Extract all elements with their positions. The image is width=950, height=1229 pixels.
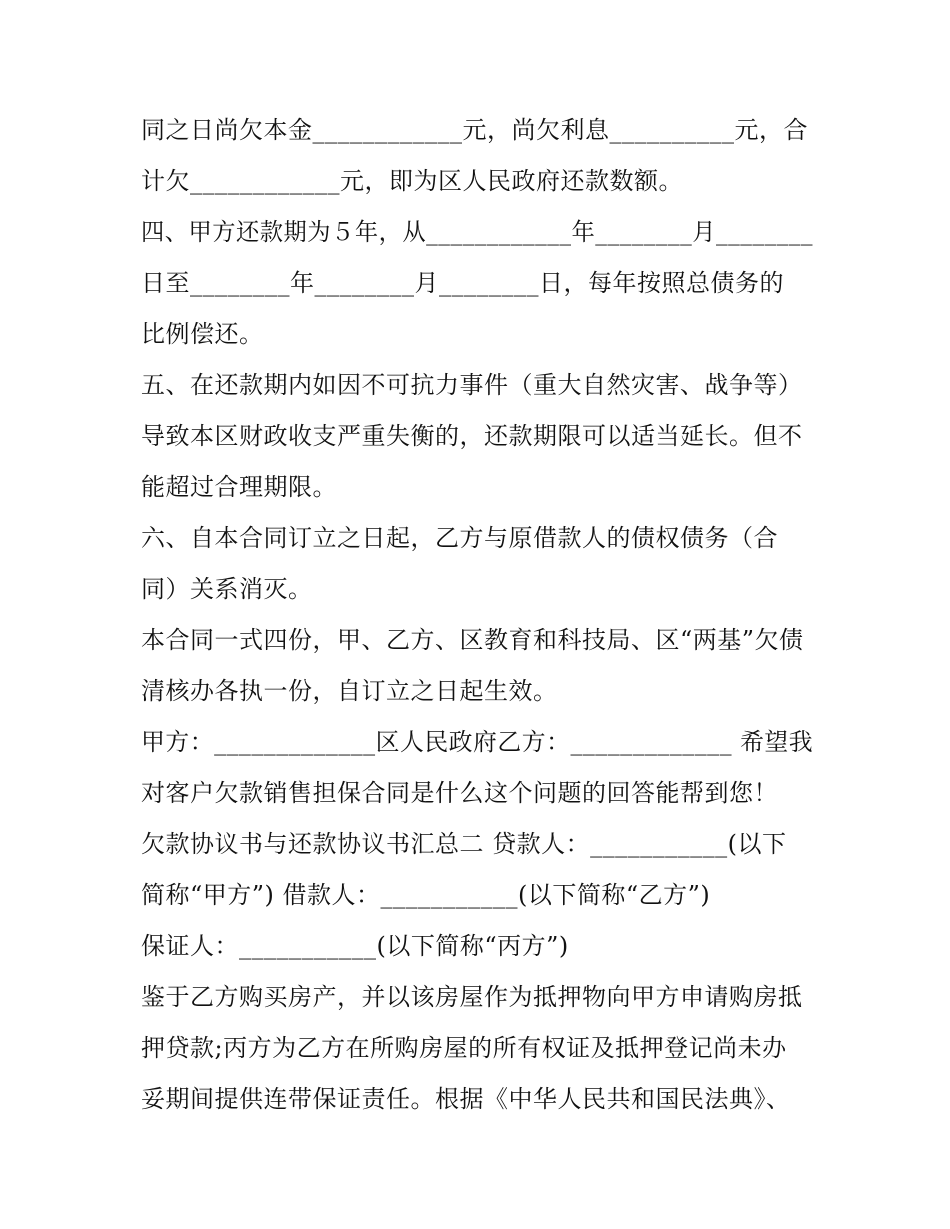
text-line: 日至________年________月________日，每年按照总债务的 [141,269,784,297]
text-line: 押贷款;丙方为乙方在所购房屋的所有权证及抵押登记尚未办 [141,1034,787,1062]
text-line: 保证人：___________(以下简称“丙方”) [141,932,569,960]
text-line: 对客户欠款销售担保合同是什么这个问题的回答能帮到您！ [141,779,778,807]
text-line: 妥期间提供连带保证责任。根据《中华人民共和国民法典》、 [141,1085,791,1113]
text-line: 导致本区财政收支严重失衡的，还款期限可以适当延长。但不 [141,422,803,450]
text-line: 简称“甲方”) 借款人：___________(以下简称“乙方”) [141,881,711,909]
text-line: 欠款协议书与还款协议书汇总二 贷款人：___________(以下 [141,830,787,858]
text-line: 比例偿还。 [141,320,264,348]
text-line: 甲方：_____________区人民政府乙方：_____________ 希望我 [141,728,814,756]
text-line: 鉴于乙方购买房产，并以该房屋作为抵押物向甲方申请购房抵 [141,983,803,1011]
text-line: 清核办各执一份，自订立之日起生效。 [141,677,558,705]
text-line: 五、在还款期内如因不可抗力事件（重大自然灾害、战争等） [141,371,803,399]
text-line: 六、自本合同订立之日起，乙方与原借款人的债权债务（合 [141,524,778,552]
text-line: 本合同一式四份，甲、乙方、区教育和科技局、区“两基”欠债 [141,626,804,654]
text-line: 计欠____________元，即为区人民政府还款数额。 [141,167,683,195]
text-line: 四、甲方还款期为５年，从____________年________月________ [141,218,814,246]
text-line: 同）关系消灭。 [141,575,313,603]
text-line: 能超过合理期限。 [141,473,337,501]
text-line: 同之日尚欠本金____________元，尚欠利息__________元，合 [141,116,808,144]
